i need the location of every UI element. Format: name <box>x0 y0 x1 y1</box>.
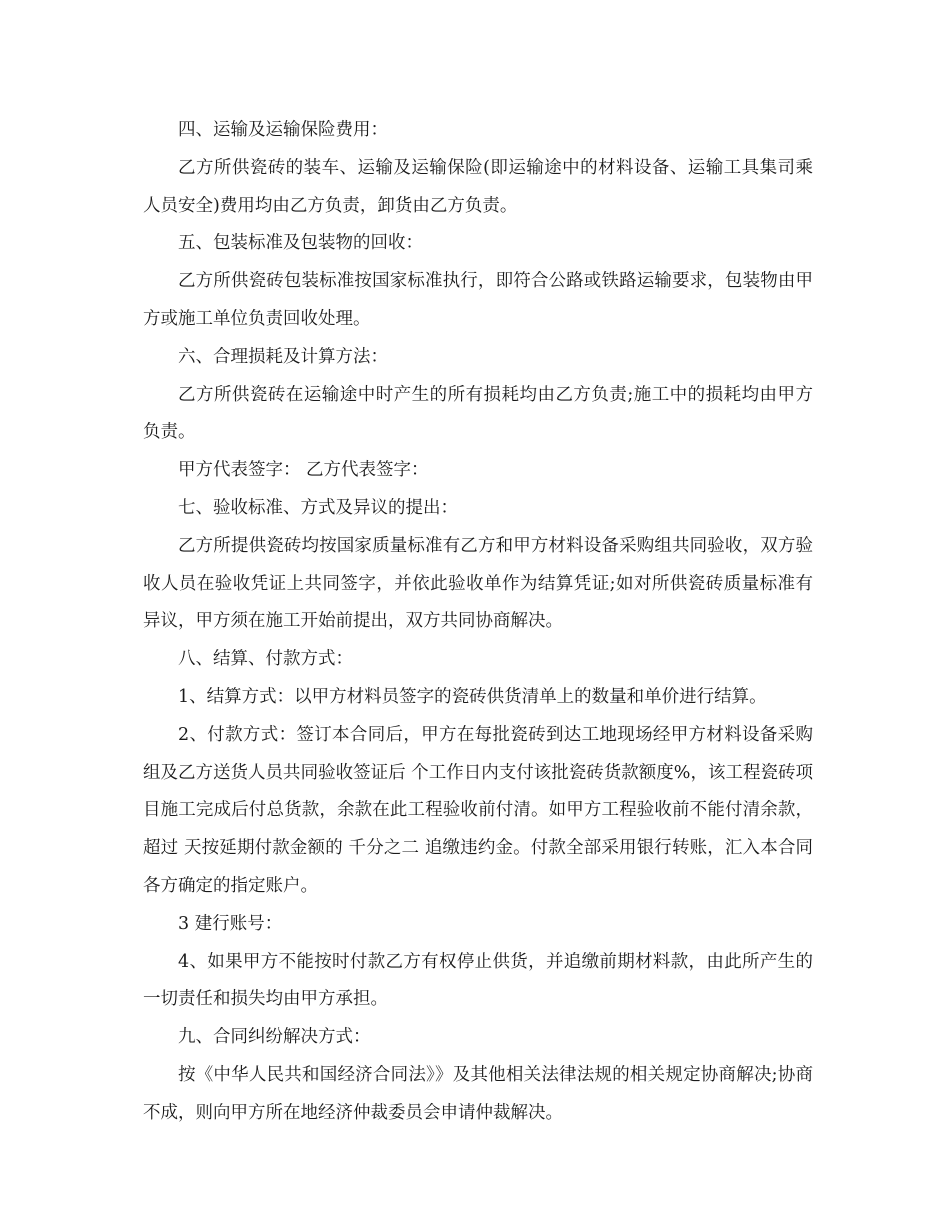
paragraph-settlement-method: 1、结算方式：以甲方材料员签字的瓷砖供货清单上的数量和单价进行结算。 <box>178 686 767 707</box>
section-heading-packaging: 五、包装标准及包装物的回收： <box>178 233 423 254</box>
paragraph-loss-responsibility: 乙方所供瓷砖在运输途中时产生的所有损耗均由乙方负责;施工中的损耗均由甲方负责。 <box>143 384 813 443</box>
section-heading-dispute-resolution: 九、合同纠纷解决方式： <box>178 1027 371 1048</box>
section-heading-loss-calculation: 六、合理损耗及计算方法： <box>178 346 388 367</box>
paragraph-payment-method: 2、付款方式：签订本合同后，甲方在每批瓷砖到达工地现场经甲方材料设备采购组及乙方送货人员共同验收签证后 个工作日内支付该批瓷砖货款额度%，该工程瓷砖项目施工完成后付总货款，余款在此工程验收前付清。如甲方工程验收前不能付清余款，超过 天按延期付款金额的 千分之二 追缴违约金。付款全部采用银行转账，汇入本合同各方确定的指定账户。 <box>143 724 813 896</box>
paragraph-acceptance-standard: 乙方所提供瓷砖均按国家质量标准有乙方和甲方材料设备采购组共同验收，双方验收人员在验收凭证上共同签字，并依此验收单作为结算凭证;如对所供瓷砖质量标准有异议，甲方须在施工开始前提出，双方共同协商解决。 <box>143 535 813 632</box>
paragraph-transport-costs: 乙方所供瓷砖的装车、运输及运输保险(即运输途中的材料设备、运输工具集司乘人员安全)费用均由乙方负责，卸货由乙方负责。 <box>143 157 813 216</box>
section-heading-acceptance: 七、验收标准、方式及异议的提出： <box>178 497 458 518</box>
signature-line: 甲方代表签字： 乙方代表签字： <box>178 460 429 481</box>
document-body <box>143 112 813 1133</box>
paragraph-packaging-standard: 乙方所供瓷砖包装标准按国家标准执行，即符合公路或铁路运输要求，包装物由甲方或施工单位负责回收处理。 <box>143 271 813 329</box>
paragraph-late-payment: 4、如果甲方不能按时付款乙方有权停止供货，并追缴前期材料款，由此所产生的一切责任和损失均由甲方承担。 <box>143 951 813 1010</box>
section-heading-transport-insurance: 四、运输及运输保险费用： <box>178 120 388 140</box>
paragraph-dispute-resolution: 按《中华人民共和国经济合同法》》及其他相关法律法规的相关规定协商解决;协商不成，则向甲方所在地经济仲裁委员会申请仲裁解决。 <box>143 1064 813 1123</box>
paragraph-bank-account: 3 建行账号： <box>178 913 283 934</box>
section-heading-settlement-payment: 八、结算、付款方式： <box>178 649 353 670</box>
